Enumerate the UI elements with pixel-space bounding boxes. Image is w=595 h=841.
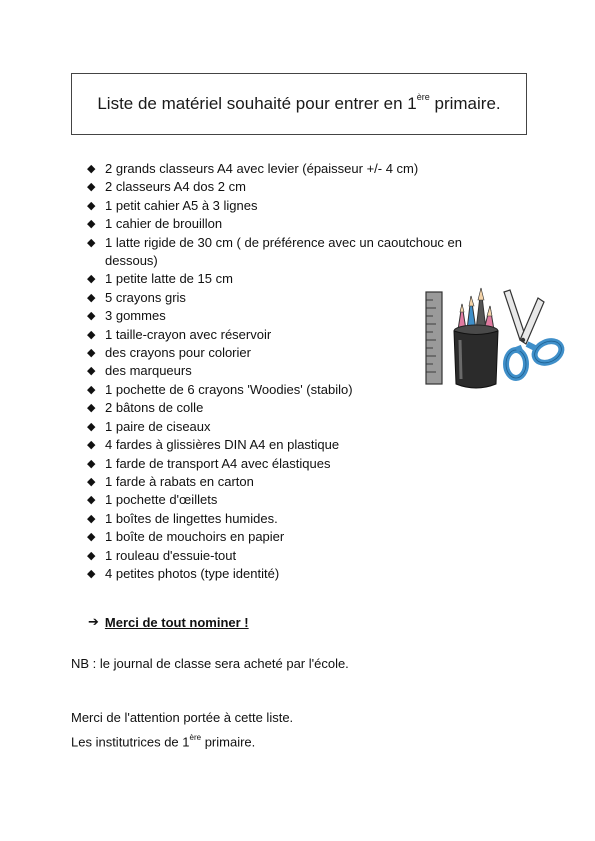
diamond-bullet-icon: ◆: [87, 273, 96, 286]
diamond-bullet-icon: ◆: [87, 475, 96, 488]
diamond-bullet-icon: ◆: [87, 420, 96, 433]
list-item: ◆ 1 latte rigide de 30 cm ( de préférence avec un caoutchouc en dessous): [87, 234, 462, 269]
list-item: ◆ 4 fardes à glissières DIN A4 en plastique: [86, 436, 506, 454]
list-item: ◆ 2 grands classeurs A4 avec levier (épaisseur +/- 4 cm): [86, 160, 506, 178]
diamond-bullet-icon: ◆: [87, 199, 96, 212]
list-item: ◆ des marqueurs: [86, 362, 506, 380]
diamond-bullet-icon: ◆: [87, 439, 96, 452]
list-item: ◆ 1 cahier de brouillon: [86, 215, 506, 233]
thanks-reminder: [88, 614, 249, 630]
diamond-bullet-icon: ◆: [87, 494, 96, 507]
list-item: ◆ 1 farde de transport A4 avec élastiques: [86, 455, 506, 473]
diamond-bullet-icon: ◆: [87, 181, 96, 194]
list-item: ◆ 1 taille-crayon avec réservoir: [86, 326, 506, 344]
list-item: ◆ des crayons pour colorier: [86, 344, 506, 362]
diamond-bullet-icon: ◆: [87, 163, 96, 175]
list-item: ◆ 3 gommes: [86, 307, 506, 325]
diamond-bullet-icon: ◆: [87, 310, 96, 323]
diamond-bullet-icon: ◆: [87, 365, 96, 378]
diamond-bullet-icon: ◆: [87, 291, 96, 304]
arrow-right-icon: ➔: [88, 614, 99, 629]
pencil-pot-icon: [454, 325, 498, 388]
diamond-bullet-icon: ◆: [87, 328, 96, 341]
diamond-bullet-icon: ◆: [87, 218, 96, 231]
list-item: ◆ 4 petites photos (type identité): [86, 565, 506, 583]
title-superscript: ère: [416, 92, 430, 103]
closing-line-2: Les institutrices de 1ère primaire.: [71, 733, 256, 750]
list-item: ◆ 1 boîtes de lingettes humides.: [86, 510, 506, 528]
diamond-bullet-icon: ◆: [87, 567, 96, 580]
list-item: ◆ 1 farde à rabats en carton: [86, 473, 506, 491]
ruler-icon: [426, 292, 442, 384]
diamond-bullet-icon: ◆: [87, 236, 96, 249]
diamond-bullet-icon: ◆: [87, 457, 96, 470]
scissors-icon: [504, 290, 565, 378]
diamond-bullet-icon: ◆: [87, 383, 96, 396]
title-text: Liste de matériel souhaité pour entrer en 1: [97, 94, 417, 113]
list-item: ◆ 1 petit cahier A5 à 3 lignes: [86, 197, 506, 215]
diamond-bullet-icon: ◆: [87, 347, 96, 360]
list-item: ◆ 2 classeurs A4 dos 2 cm: [86, 178, 506, 196]
diamond-bullet-icon: ◆: [87, 531, 96, 544]
diamond-bullet-icon: ◆: [87, 512, 96, 525]
note-text: NB : le journal de classe sera acheté par l'école.: [71, 656, 349, 671]
list-item: ◆ 1 rouleau d'essuie-tout: [86, 547, 506, 565]
diamond-bullet-icon: ◆: [87, 549, 96, 562]
list-item: ◆ 5 crayons gris: [86, 289, 506, 307]
school-supplies-illustration: [420, 284, 570, 394]
list-item: ◆ 1 petite latte de 15 cm: [86, 270, 506, 288]
page-title: [97, 94, 500, 114]
list-item: ◆ 1 pochette d'œillets: [86, 491, 506, 509]
pencils-icon: [458, 288, 494, 330]
list-item: ◆ 1 boîte de mouchoirs en papier: [86, 528, 506, 546]
list-item: ◆ 2 bâtons de colle: [86, 399, 506, 417]
thanks-text: Merci de tout nominer !: [104, 614, 249, 630]
list-item: ◆ 1 pochette de 6 crayons 'Woodies' (stabilo): [86, 381, 506, 399]
title-suffix: primaire.: [429, 94, 501, 113]
list-item: ◆ 1 paire de ciseaux: [86, 418, 506, 436]
diamond-bullet-icon: ◆: [87, 402, 96, 415]
title-box: [71, 73, 527, 135]
closing-line-1: Merci de l'attention portée à cette liste.: [71, 710, 294, 725]
